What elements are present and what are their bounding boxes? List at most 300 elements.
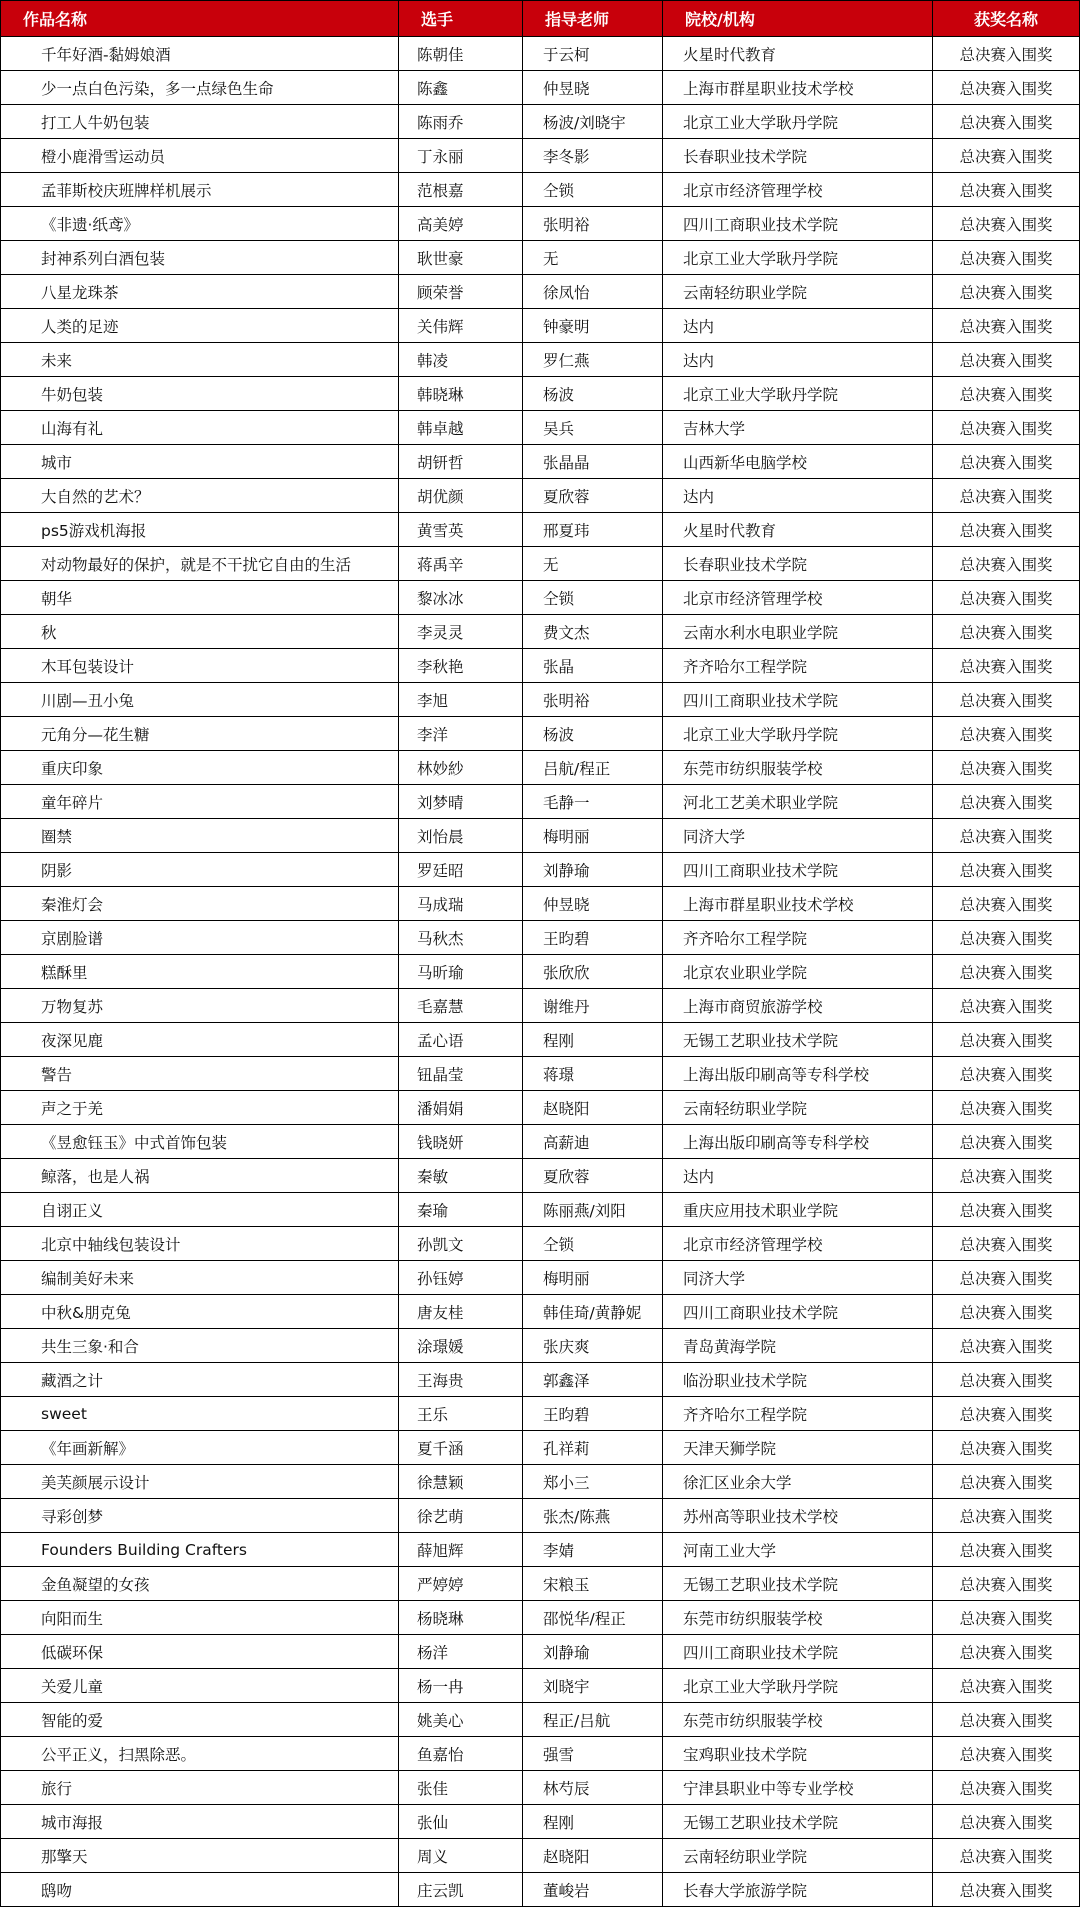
player-cell: 韩凌 [399, 343, 523, 377]
player-cell: 关伟辉 [399, 309, 523, 343]
teacher-cell: 李婧 [523, 1533, 663, 1567]
school-cell: 河北工艺美术职业学院 [663, 785, 933, 819]
award-cell: 总决赛入围奖 [933, 819, 1080, 853]
work-title-cell: 向阳而生 [1, 1601, 399, 1635]
work-title-cell: 川剧—丑小兔 [1, 683, 399, 717]
work-title-cell: 夜深见鹿 [1, 1023, 399, 1057]
teacher-cell: 仲昱晓 [523, 71, 663, 105]
player-cell: 鱼嘉怡 [399, 1737, 523, 1771]
award-cell: 总决赛入围奖 [933, 37, 1080, 71]
teacher-cell: 刘晓宇 [523, 1669, 663, 1703]
award-cell: 总决赛入围奖 [933, 1533, 1080, 1567]
table-row [1, 751, 1080, 785]
work-title-cell: 孟菲斯校庆班牌样机展示 [1, 173, 399, 207]
table-row [1, 513, 1080, 547]
award-cell: 总决赛入围奖 [933, 1261, 1080, 1295]
teacher-cell: 谢维丹 [523, 989, 663, 1023]
table-row [1, 139, 1080, 173]
teacher-cell: 费文杰 [523, 615, 663, 649]
work-title-cell: 关爱儿童 [1, 1669, 399, 1703]
award-cell: 总决赛入围奖 [933, 785, 1080, 819]
teacher-cell: 郭鑫泽 [523, 1363, 663, 1397]
work-title-cell: 鸱吻 [1, 1873, 399, 1907]
award-cell: 总决赛入围奖 [933, 1635, 1080, 1669]
player-cell: 杨一冉 [399, 1669, 523, 1703]
teacher-cell: 孔祥莉 [523, 1431, 663, 1465]
work-title-cell: 中秋&朋克兔 [1, 1295, 399, 1329]
table-row [1, 955, 1080, 989]
player-cell: 马昕瑜 [399, 955, 523, 989]
table-row [1, 649, 1080, 683]
table-row [1, 615, 1080, 649]
teacher-cell: 仝锁 [523, 1227, 663, 1261]
school-cell: 长春职业技术学院 [663, 139, 933, 173]
teacher-cell: 王昀碧 [523, 921, 663, 955]
school-cell: 北京工业大学耿丹学院 [663, 105, 933, 139]
player-cell: 陈朝佳 [399, 37, 523, 71]
work-title-cell: 共生三象·和合 [1, 1329, 399, 1363]
teacher-cell: 无 [523, 547, 663, 581]
work-title-cell: 自诩正义 [1, 1193, 399, 1227]
school-cell: 云南水利水电职业学院 [663, 615, 933, 649]
teacher-cell: 郑小三 [523, 1465, 663, 1499]
player-cell: 王乐 [399, 1397, 523, 1431]
award-cell: 总决赛入围奖 [933, 1431, 1080, 1465]
teacher-cell: 仲昱晓 [523, 887, 663, 921]
player-cell: 杨晓琳 [399, 1601, 523, 1635]
school-cell: 达内 [663, 479, 933, 513]
award-cell: 总决赛入围奖 [933, 887, 1080, 921]
player-cell: 徐艺萌 [399, 1499, 523, 1533]
school-cell: 四川工商职业技术学院 [663, 1635, 933, 1669]
work-title-cell: 编制美好未来 [1, 1261, 399, 1295]
work-title-cell: 警告 [1, 1057, 399, 1091]
teacher-cell: 毛静一 [523, 785, 663, 819]
teacher-cell: 张晶 [523, 649, 663, 683]
table-row [1, 1091, 1080, 1125]
player-cell: 张仙 [399, 1805, 523, 1839]
player-cell: 夏千涵 [399, 1431, 523, 1465]
teacher-cell: 张杰/陈燕 [523, 1499, 663, 1533]
player-cell: 钮晶莹 [399, 1057, 523, 1091]
school-cell: 北京工业大学耿丹学院 [663, 377, 933, 411]
teacher-cell: 高薪迪 [523, 1125, 663, 1159]
school-cell: 北京市经济管理学校 [663, 581, 933, 615]
work-title-cell: 秦淮灯会 [1, 887, 399, 921]
table-row [1, 1567, 1080, 1601]
award-cell: 总决赛入围奖 [933, 377, 1080, 411]
player-cell: 高美婷 [399, 207, 523, 241]
table-row [1, 1601, 1080, 1635]
table-row [1, 547, 1080, 581]
table-row [1, 207, 1080, 241]
table-row [1, 1737, 1080, 1771]
work-title-cell: 重庆印象 [1, 751, 399, 785]
player-cell: 林妙紗 [399, 751, 523, 785]
table-row [1, 1771, 1080, 1805]
player-cell: 罗廷昭 [399, 853, 523, 887]
player-cell: 姚美心 [399, 1703, 523, 1737]
award-cell: 总决赛入围奖 [933, 955, 1080, 989]
table-row [1, 921, 1080, 955]
table-row [1, 1227, 1080, 1261]
table-row [1, 1329, 1080, 1363]
award-cell: 总决赛入围奖 [933, 1873, 1080, 1907]
player-cell: 张佳 [399, 1771, 523, 1805]
teacher-cell: 张晶晶 [523, 445, 663, 479]
work-title-cell: 人类的足迹 [1, 309, 399, 343]
school-cell: 火星时代教育 [663, 513, 933, 547]
award-cell: 总决赛入围奖 [933, 547, 1080, 581]
table-row [1, 1057, 1080, 1091]
award-cell: 总决赛入围奖 [933, 207, 1080, 241]
work-title-cell: 元角分—花生糖 [1, 717, 399, 751]
player-cell: 周义 [399, 1839, 523, 1873]
teacher-cell: 吴兵 [523, 411, 663, 445]
header-teacher: 指导老师 [523, 1, 663, 37]
school-cell: 云南轻纺职业学院 [663, 1091, 933, 1125]
award-cell: 总决赛入围奖 [933, 989, 1080, 1023]
player-cell: 刘怡晨 [399, 819, 523, 853]
award-cell: 总决赛入围奖 [933, 581, 1080, 615]
table-row [1, 1295, 1080, 1329]
school-cell: 齐齐哈尔工程学院 [663, 921, 933, 955]
school-cell: 无锡工艺职业技术学院 [663, 1023, 933, 1057]
award-cell: 总决赛入围奖 [933, 1669, 1080, 1703]
work-title-cell: 智能的爱 [1, 1703, 399, 1737]
school-cell: 四川工商职业技术学院 [663, 683, 933, 717]
work-title-cell: 寻彩创梦 [1, 1499, 399, 1533]
award-cell: 总决赛入围奖 [933, 173, 1080, 207]
work-title-cell: 《昱愈钰玉》中式首饰包装 [1, 1125, 399, 1159]
school-cell: 东莞市纺织服装学校 [663, 1703, 933, 1737]
work-title-cell: 牛奶包装 [1, 377, 399, 411]
teacher-cell: 张明裕 [523, 207, 663, 241]
player-cell: 黄雪英 [399, 513, 523, 547]
player-cell: 庄云凯 [399, 1873, 523, 1907]
table-row [1, 853, 1080, 887]
header-player: 选手 [399, 1, 523, 37]
work-title-cell: 圈禁 [1, 819, 399, 853]
player-cell: 胡优颜 [399, 479, 523, 513]
teacher-cell: 张庆爽 [523, 1329, 663, 1363]
table-row [1, 1669, 1080, 1703]
award-cell: 总决赛入围奖 [933, 1465, 1080, 1499]
work-title-cell: 声之于羌 [1, 1091, 399, 1125]
award-cell: 总决赛入围奖 [933, 1771, 1080, 1805]
table-row [1, 1125, 1080, 1159]
work-title-cell: 旅行 [1, 1771, 399, 1805]
award-cell: 总决赛入围奖 [933, 717, 1080, 751]
work-title-cell: ps5游戏机海报 [1, 513, 399, 547]
school-cell: 吉林大学 [663, 411, 933, 445]
work-title-cell: 城市 [1, 445, 399, 479]
teacher-cell: 邢夏玮 [523, 513, 663, 547]
school-cell: 达内 [663, 309, 933, 343]
award-cell: 总决赛入围奖 [933, 309, 1080, 343]
table-row [1, 1839, 1080, 1873]
teacher-cell: 吕航/程正 [523, 751, 663, 785]
school-cell: 无锡工艺职业技术学院 [663, 1805, 933, 1839]
school-cell: 北京农业职业学院 [663, 955, 933, 989]
school-cell: 北京工业大学耿丹学院 [663, 717, 933, 751]
work-title-cell: 秋 [1, 615, 399, 649]
table-row [1, 581, 1080, 615]
school-cell: 北京工业大学耿丹学院 [663, 241, 933, 275]
teacher-cell: 梅明丽 [523, 819, 663, 853]
school-cell: 上海出版印刷高等专科学校 [663, 1125, 933, 1159]
award-cell: 总决赛入围奖 [933, 1805, 1080, 1839]
work-title-cell: 公平正义，扫黑除恶。 [1, 1737, 399, 1771]
player-cell: 孙钰婷 [399, 1261, 523, 1295]
table-row [1, 173, 1080, 207]
player-cell: 马秋杰 [399, 921, 523, 955]
award-cell: 总决赛入围奖 [933, 615, 1080, 649]
work-title-cell: 鲸落，也是人祸 [1, 1159, 399, 1193]
award-cell: 总决赛入围奖 [933, 1193, 1080, 1227]
award-cell: 总决赛入围奖 [933, 1125, 1080, 1159]
player-cell: 范根嘉 [399, 173, 523, 207]
school-cell: 苏州高等职业技术学校 [663, 1499, 933, 1533]
teacher-cell: 李冬影 [523, 139, 663, 173]
player-cell: 杨洋 [399, 1635, 523, 1669]
teacher-cell: 钟豪明 [523, 309, 663, 343]
player-cell: 潘娟娟 [399, 1091, 523, 1125]
teacher-cell: 强雪 [523, 1737, 663, 1771]
teacher-cell: 仝锁 [523, 173, 663, 207]
table-row [1, 1805, 1080, 1839]
table-row [1, 1397, 1080, 1431]
award-cell: 总决赛入围奖 [933, 751, 1080, 785]
school-cell: 四川工商职业技术学院 [663, 853, 933, 887]
award-cell: 总决赛入围奖 [933, 1057, 1080, 1091]
table-row [1, 343, 1080, 377]
award-cell: 总决赛入围奖 [933, 513, 1080, 547]
teacher-cell: 夏欣蓉 [523, 479, 663, 513]
work-title-cell: 对动物最好的保护，就是不干扰它自由的生活 [1, 547, 399, 581]
table-row [1, 1873, 1080, 1907]
teacher-cell: 赵晓阳 [523, 1091, 663, 1125]
player-cell: 马成瑞 [399, 887, 523, 921]
school-cell: 上海出版印刷高等专科学校 [663, 1057, 933, 1091]
school-cell: 达内 [663, 343, 933, 377]
award-cell: 总决赛入围奖 [933, 1363, 1080, 1397]
teacher-cell: 张欣欣 [523, 955, 663, 989]
player-cell: 陈雨乔 [399, 105, 523, 139]
player-cell: 韩晓琳 [399, 377, 523, 411]
table-row [1, 1261, 1080, 1295]
teacher-cell: 韩佳琦/黄静妮 [523, 1295, 663, 1329]
school-cell: 上海市群星职业技术学校 [663, 887, 933, 921]
work-title-cell: 大自然的艺术？ [1, 479, 399, 513]
school-cell: 四川工商职业技术学院 [663, 207, 933, 241]
player-cell: 涂璟媛 [399, 1329, 523, 1363]
table-row [1, 411, 1080, 445]
table-row [1, 1023, 1080, 1057]
school-cell: 宁津县职业中等专业学校 [663, 1771, 933, 1805]
work-title-cell: 万物复苏 [1, 989, 399, 1023]
table-row [1, 479, 1080, 513]
work-title-cell: Founders Building Crafters [1, 1533, 399, 1567]
school-cell: 上海市群星职业技术学校 [663, 71, 933, 105]
player-cell: 李旭 [399, 683, 523, 717]
award-cell: 总决赛入围奖 [933, 1227, 1080, 1261]
work-title-cell: 《年画新解》 [1, 1431, 399, 1465]
work-title-cell: 北京中轴线包装设计 [1, 1227, 399, 1261]
school-cell: 同济大学 [663, 1261, 933, 1295]
table-row [1, 887, 1080, 921]
teacher-cell: 刘静瑜 [523, 1635, 663, 1669]
award-cell: 总决赛入围奖 [933, 139, 1080, 173]
award-cell: 总决赛入围奖 [933, 275, 1080, 309]
work-title-cell: 京剧脸谱 [1, 921, 399, 955]
player-cell: 毛嘉慧 [399, 989, 523, 1023]
work-title-cell: 少一点白色污染，多一点绿色生命 [1, 71, 399, 105]
player-cell: 丁永丽 [399, 139, 523, 173]
player-cell: 李灵灵 [399, 615, 523, 649]
player-cell: 严婷婷 [399, 1567, 523, 1601]
table-row [1, 785, 1080, 819]
school-cell: 齐齐哈尔工程学院 [663, 1397, 933, 1431]
award-cell: 总决赛入围奖 [933, 1499, 1080, 1533]
work-title-cell: 糕酥里 [1, 955, 399, 989]
player-cell: 薛旭辉 [399, 1533, 523, 1567]
school-cell: 临汾职业技术学院 [663, 1363, 933, 1397]
teacher-cell: 仝锁 [523, 581, 663, 615]
work-title-cell: 千年好酒-黏姆娘酒 [1, 37, 399, 71]
work-title-cell: 八星龙珠茶 [1, 275, 399, 309]
school-cell: 山西新华电脑学校 [663, 445, 933, 479]
award-cell: 总决赛入围奖 [933, 343, 1080, 377]
player-cell: 胡钘哲 [399, 445, 523, 479]
award-cell: 总决赛入围奖 [933, 411, 1080, 445]
teacher-cell: 林芍辰 [523, 1771, 663, 1805]
work-title-cell: 《非遗·纸鸢》 [1, 207, 399, 241]
work-title-cell: 城市海报 [1, 1805, 399, 1839]
award-cell: 总决赛入围奖 [933, 1091, 1080, 1125]
school-cell: 齐齐哈尔工程学院 [663, 649, 933, 683]
work-title-cell: 橙小鹿滑雪运动员 [1, 139, 399, 173]
table-row [1, 1703, 1080, 1737]
teacher-cell: 王昀碧 [523, 1397, 663, 1431]
work-title-cell: 藏酒之计 [1, 1363, 399, 1397]
work-title-cell: sweet [1, 1397, 399, 1431]
teacher-cell: 宋粮玉 [523, 1567, 663, 1601]
work-title-cell: 山海有礼 [1, 411, 399, 445]
player-cell: 秦瑜 [399, 1193, 523, 1227]
school-cell: 河南工业大学 [663, 1533, 933, 1567]
table-row [1, 1193, 1080, 1227]
table-row [1, 1159, 1080, 1193]
award-cell: 总决赛入围奖 [933, 1737, 1080, 1771]
award-cell: 总决赛入围奖 [933, 241, 1080, 275]
award-cell: 总决赛入围奖 [933, 921, 1080, 955]
school-cell: 云南轻纺职业学院 [663, 275, 933, 309]
player-cell: 韩卓越 [399, 411, 523, 445]
work-title-cell: 那擎天 [1, 1839, 399, 1873]
player-cell: 李洋 [399, 717, 523, 751]
award-cell: 总决赛入围奖 [933, 105, 1080, 139]
school-cell: 同济大学 [663, 819, 933, 853]
player-cell: 陈鑫 [399, 71, 523, 105]
award-cell: 总决赛入围奖 [933, 1159, 1080, 1193]
school-cell: 东莞市纺织服装学校 [663, 751, 933, 785]
award-cell: 总决赛入围奖 [933, 1329, 1080, 1363]
school-cell: 无锡工艺职业技术学院 [663, 1567, 933, 1601]
table-row [1, 445, 1080, 479]
player-cell: 秦敏 [399, 1159, 523, 1193]
teacher-cell: 程刚 [523, 1805, 663, 1839]
table-row [1, 377, 1080, 411]
table-body [1, 37, 1080, 1907]
award-cell: 总决赛入围奖 [933, 683, 1080, 717]
teacher-cell: 罗仁燕 [523, 343, 663, 377]
table-row [1, 241, 1080, 275]
teacher-cell: 刘静瑜 [523, 853, 663, 887]
school-cell: 长春职业技术学院 [663, 547, 933, 581]
table-row [1, 37, 1080, 71]
award-cell: 总决赛入围奖 [933, 445, 1080, 479]
player-cell: 李秋艳 [399, 649, 523, 683]
table-row [1, 1465, 1080, 1499]
teacher-cell: 蒋璟 [523, 1057, 663, 1091]
player-cell: 徐慧颖 [399, 1465, 523, 1499]
school-cell: 天津天狮学院 [663, 1431, 933, 1465]
player-cell: 蒋禹辛 [399, 547, 523, 581]
teacher-cell: 杨波 [523, 377, 663, 411]
work-title-cell: 打工人牛奶包装 [1, 105, 399, 139]
table-row [1, 1635, 1080, 1669]
teacher-cell: 杨波 [523, 717, 663, 751]
teacher-cell: 无 [523, 241, 663, 275]
work-title-cell: 金鱼凝望的女孩 [1, 1567, 399, 1601]
table-row [1, 309, 1080, 343]
school-cell: 青岛黄海学院 [663, 1329, 933, 1363]
player-cell: 王海贵 [399, 1363, 523, 1397]
school-cell: 北京工业大学耿丹学院 [663, 1669, 933, 1703]
work-title-cell: 木耳包装设计 [1, 649, 399, 683]
work-title-cell: 封神系列白酒包装 [1, 241, 399, 275]
award-cell: 总决赛入围奖 [933, 1601, 1080, 1635]
school-cell: 达内 [663, 1159, 933, 1193]
work-title-cell: 童年碎片 [1, 785, 399, 819]
award-cell: 总决赛入围奖 [933, 853, 1080, 887]
teacher-cell: 程正/吕航 [523, 1703, 663, 1737]
teacher-cell: 陈丽燕/刘阳 [523, 1193, 663, 1227]
award-cell: 总决赛入围奖 [933, 71, 1080, 105]
teacher-cell: 程刚 [523, 1023, 663, 1057]
header-row [1, 1, 1080, 37]
player-cell: 唐友桂 [399, 1295, 523, 1329]
table-row [1, 105, 1080, 139]
player-cell: 耿世豪 [399, 241, 523, 275]
table-row [1, 1363, 1080, 1397]
work-title-cell: 美芙颜展示设计 [1, 1465, 399, 1499]
teacher-cell: 董峻岩 [523, 1873, 663, 1907]
award-cell: 总决赛入围奖 [933, 1567, 1080, 1601]
award-cell: 总决赛入围奖 [933, 1839, 1080, 1873]
award-cell: 总决赛入围奖 [933, 1295, 1080, 1329]
school-cell: 东莞市纺织服装学校 [663, 1601, 933, 1635]
award-cell: 总决赛入围奖 [933, 1023, 1080, 1057]
school-cell: 上海市商贸旅游学校 [663, 989, 933, 1023]
player-cell: 刘梦晴 [399, 785, 523, 819]
player-cell: 孙凯文 [399, 1227, 523, 1261]
school-cell: 长春大学旅游学院 [663, 1873, 933, 1907]
school-cell: 宝鸡职业技术学院 [663, 1737, 933, 1771]
school-cell: 北京市经济管理学校 [663, 173, 933, 207]
award-cell: 总决赛入围奖 [933, 479, 1080, 513]
